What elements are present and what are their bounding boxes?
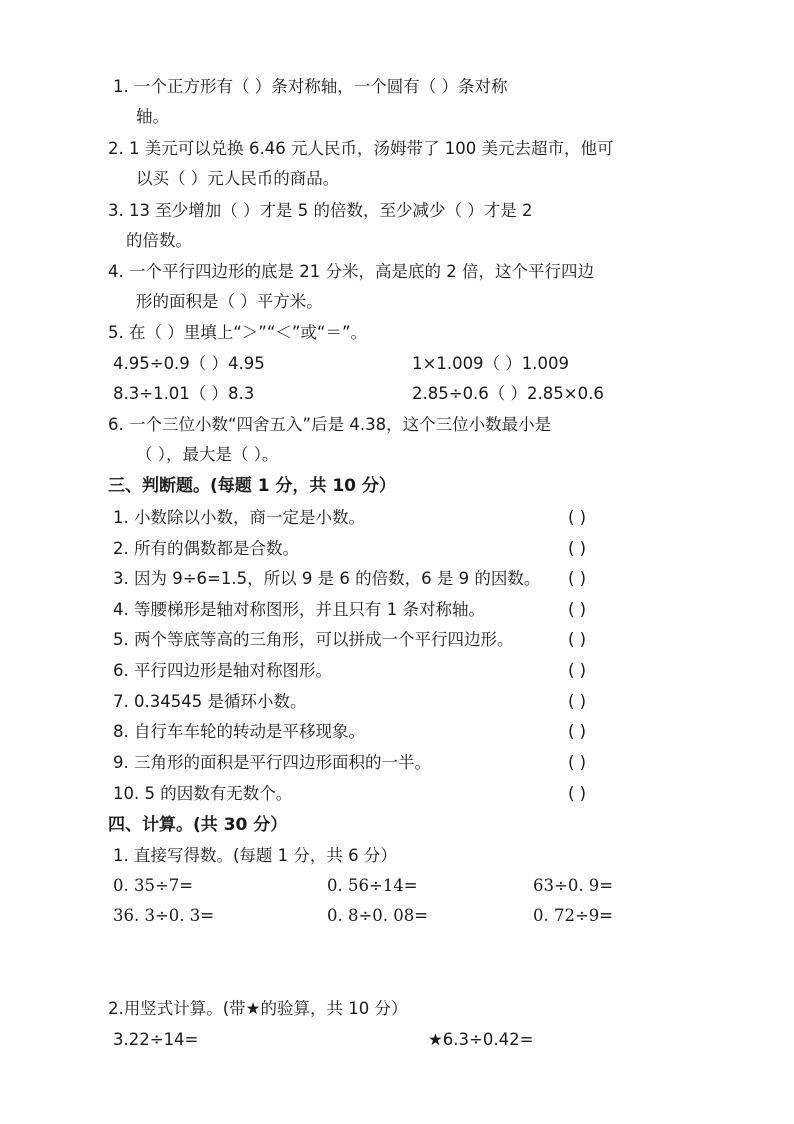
direct-calc-5: 0. 8÷0. 08= <box>327 906 429 925</box>
q5-item-1: 4.95÷0.9（ ）4.95 <box>113 354 265 373</box>
vertical-calc-1: 3.22÷14= <box>113 1030 199 1049</box>
direct-calc-1: 0. 35÷7= <box>113 876 194 895</box>
judge-answer-10[interactable]: ( ) <box>568 784 587 803</box>
direct-calc-2: 0. 56÷14= <box>327 876 418 895</box>
judge-answer-8[interactable]: ( ) <box>568 722 587 741</box>
judge-answer-9[interactable]: ( ) <box>568 753 587 772</box>
vertical-calc-title: 2.用竖式计算。(带★的验算，共 10 分） <box>108 999 408 1018</box>
direct-calc-3: 63÷0. 9= <box>533 876 614 895</box>
q1-line2: 轴。 <box>136 107 169 126</box>
q2-line1: 2. 1 美元可以兑换 6.46 元人民币，汤姆带了 100 美元去超市，他可 <box>108 139 614 158</box>
q5-item-4: 2.85÷0.6（ ）2.85×0.6 <box>412 384 604 403</box>
vertical-calc-2: ★6.3÷0.42= <box>428 1030 534 1049</box>
judge-item-1: 1. 小数除以小数，商一定是小数。 <box>113 508 365 527</box>
q4-line1: 4. 一个平行四边形的底是 21 分米，高是底的 2 倍，这个平行四边 <box>108 262 594 281</box>
judge-item-9: 9. 三角形的面积是平行四边形面积的一半。 <box>113 753 431 772</box>
section4-title: 四、计算。(共 30 分） <box>108 815 288 835</box>
judge-item-6: 6. 平行四边形是轴对称图形。 <box>113 661 332 680</box>
judge-item-3: 3. 因为 9÷6=1.5，所以 9 是 6 的倍数，6 是 9 的因数。 <box>113 569 541 588</box>
direct-calc-title: 1. 直接写得数。(每题 1 分，共 6 分） <box>113 846 397 865</box>
judge-item-8: 8. 自行车车轮的转动是平移现象。 <box>113 722 365 741</box>
q3-line2: 的倍数。 <box>126 231 192 250</box>
judge-answer-2[interactable]: ( ) <box>568 539 587 558</box>
judge-item-5: 5. 两个等底等高的三角形，可以拼成一个平行四边形。 <box>113 630 514 649</box>
q5-title: 5. 在（ ）里填上“＞”“＜”或“＝”。 <box>108 323 368 342</box>
section3-title: 三、判断题。(每题 1 分，共 10 分） <box>108 476 396 496</box>
judge-answer-7[interactable]: ( ) <box>568 692 587 711</box>
judge-answer-5[interactable]: ( ) <box>568 630 587 649</box>
q6-line2: （ ），最大是（ ）。 <box>136 445 279 464</box>
q5-item-2: 1×1.009（ ）1.009 <box>412 354 570 373</box>
direct-calc-4: 36. 3÷0. 3= <box>113 906 215 925</box>
judge-item-4: 4. 等腰梯形是轴对称图形，并且只有 1 条对称轴。 <box>113 600 485 619</box>
q2-line2: 以买（ ）元人民币的商品。 <box>136 169 340 188</box>
judge-item-2: 2. 所有的偶数都是合数。 <box>113 539 299 558</box>
q5-item-3: 8.3÷1.01（ ）8.3 <box>113 384 255 403</box>
q6-line1: 6. 一个三位小数“四舍五入”后是 4.38，这个三位小数最小是 <box>108 415 552 434</box>
judge-answer-1[interactable]: ( ) <box>568 508 587 527</box>
judge-answer-3[interactable]: ( ) <box>568 569 587 588</box>
judge-item-7: 7. 0.34545 是循环小数。 <box>113 692 307 711</box>
judge-answer-6[interactable]: ( ) <box>568 661 587 680</box>
q4-line2: 形的面积是（ ）平方米。 <box>136 292 323 311</box>
judge-item-10: 10. 5 的因数有无数个。 <box>113 784 293 803</box>
q3-line1: 3. 13 至少增加（ ）才是 5 的倍数，至少减少（ ）才是 2 <box>108 201 533 220</box>
q1-line1: 1. 一个正方形有（ ）条对称轴，一个圆有（ ）条对称 <box>113 77 508 96</box>
judge-answer-4[interactable]: ( ) <box>568 600 587 619</box>
direct-calc-6: 0. 72÷9= <box>533 906 614 925</box>
